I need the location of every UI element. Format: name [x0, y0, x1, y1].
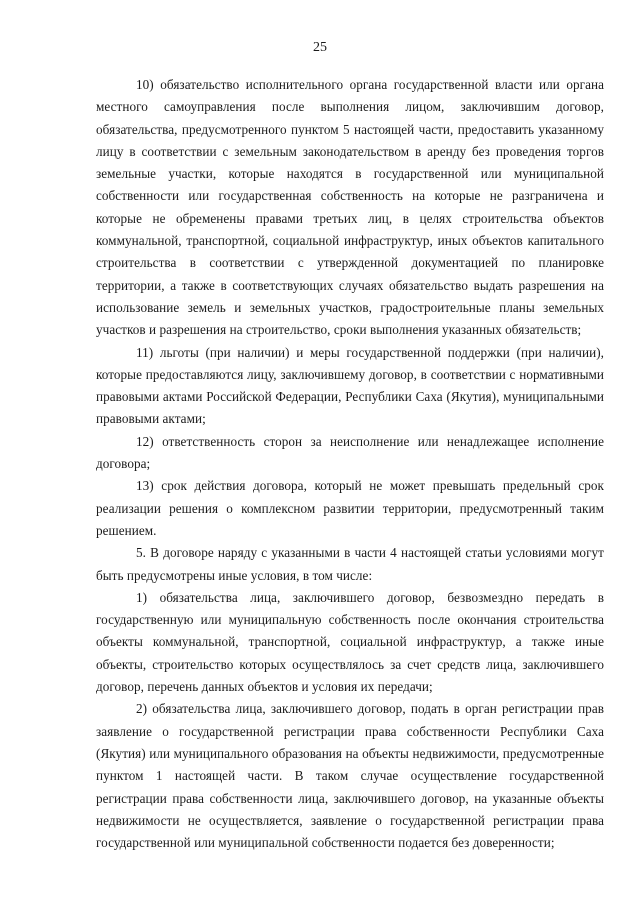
- paragraph-part-5: 5. В договоре наряду с указанными в части 4 настоящей статьи условиями могут быть предусмотрены иные условия, в том числе:: [96, 545, 604, 583]
- paragraph-subitem-1: 1) обязательства лица, заключившего договор, безвозмездно передать в государственную или муниципальную собственность после окончания строительства объекты коммунальной, транспортной, социальной инфраструктур, а также иные объекты, строительство которых осуществлялось за счет средств лица, заключившего договор, перечень данных объектов и условия их передачи;: [96, 589, 604, 695]
- paragraph-item-10: 10) обязательство исполнительного органа государственной власти или органа местного самоуправления после выполнения лицом, заключившим договор, обязательства, предусмотренного пунктом 5 настоящей части, предоставить указанному лицу в соответствии с земельным законодательством в аренду без проведения торгов земельные участки, которые находятся в государственной или муниципальной собственности или государственная собственность на которые не разграничена и которые не обременены правами третьих лиц, в целях строительства объектов коммунальной, транспортной, социальной инфраструктур, иных объектов капитального строительства в соответствии с утвержденной документацией по планировке территории, а также в соответствующих случаях обязательство выдать разрешения на использование земель и земельных участков, градостроительные планы земельных участков и разрешения на строительство, сроки выполнения указанных обязательств;: [96, 77, 604, 338]
- paragraph-item-12: 12) ответственность сторон за неисполнение или ненадлежащее исполнение договора;: [96, 433, 604, 472]
- paragraph-item-13: 13) срок действия договора, который не может превышать предельный срок реализации решения о комплексном развитии территории, предусмотренный таким решением.: [96, 478, 604, 538]
- paragraph-item-11: 11) льготы (при наличии) и меры государственной поддержки (при наличии), которые предоставляются лицу, заключившему договор, в соответствии с нормативными правовыми актами Российской Федерации, Республики Саха (Якутия), муниципальными правовыми актами;: [96, 344, 604, 427]
- document-body: [96, 74, 604, 854]
- page-number: 25: [313, 40, 327, 55]
- paragraph-subitem-2: 2) обязательства лица, заключившего договор, подать в орган регистрации прав заявление о государственной регистрации права собственности Республики Саха (Якутия) или муниципального образования на объекты недвижимости, предусмотренные пунктом 1 настоящей части. В таком случае осуществление государственной регистрации права собственности лица, заключившего договор, на указанные объекты недвижимости не осуществляется, заявление о государственной регистрации права государственной или муниципальной собственности подается без доверенности;: [96, 701, 604, 851]
